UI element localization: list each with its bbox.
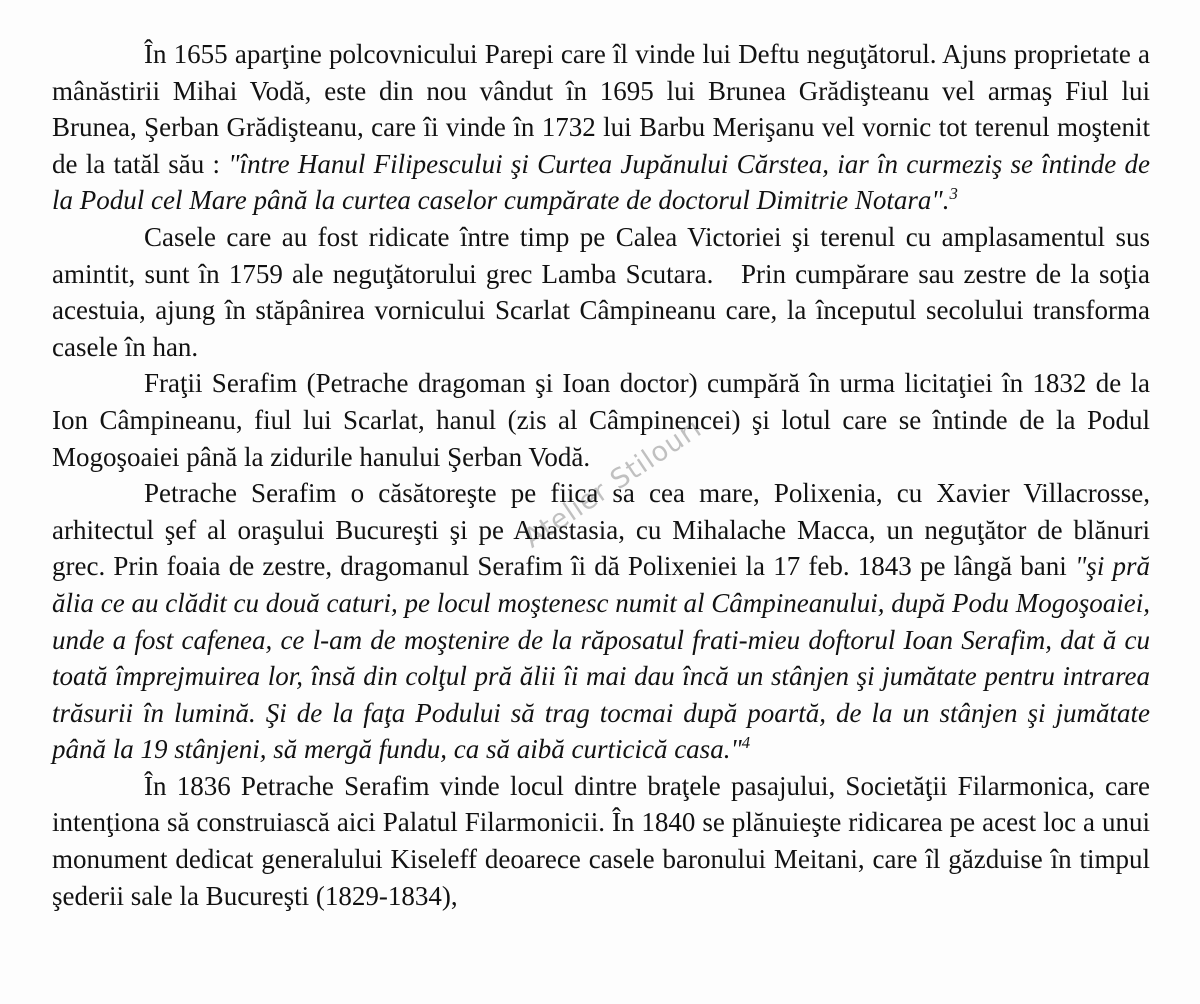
paragraph-2-text: Casele care au fost ridicate între timp pe Calea Victoriei şi terenul cu amplasamentul sus amintit, sunt în 1759 ale neguţătorului grec Lamba Scutara. Prin cumpărare sau zestre de la soţia acestuia, ajung în stăpânirea vornicului Scarlat Câmpineanu care, la începutul secolului transforma casele în han. — [52, 221, 1150, 362]
paragraph-3-text: Fraţii Serafim (Petrache dragoman şi Ioan doctor) cumpără în urma licitaţiei în 1832 de la Ion Câmpineanu, fiul lui Scarlat, hanul (zis al Câmpinencei) şi lotul care se întinde de la Podul Mogoşoaiei până la zidurile hanului Şerban Vodă. — [52, 368, 1150, 472]
paragraph-2 — [52, 219, 1150, 365]
paragraph-5 — [52, 768, 1150, 914]
paragraph-5-text: În 1836 Petrache Serafim vinde locul dintre braţele pasajului, Societăţii Filarmonica, care intenţiona să construiască aici Palatul Filarmonicii. În 1840 se plănuieşte ridicarea pe acest loc a unui monument dedicat generalului Kiseleff deoarece casele baronului Meitani, care îl găzduise în timpul şederii sale la Bucureşti (1829-1834), — [52, 770, 1150, 911]
paragraph-4-quote: "şi pră ălia ce au clădit cu două caturi, pe locul moştenesc numit al Câmpineanului, după Podu Mogoşoaiei, unde a fost cafenea, ce l-am de moştenire de la răposatul frati-mieu doftorul Ioan Serafim, dat ă cu toată împrejmuirea lor, însă din colţul pră ălii îi mai dau încă un stânjen şi jumătate pentru intrarea trăsurii în lumină. Şi de la faţa Podului să trag tocmai după poartă, de la un stânjen şi jumătate până la 19 stânjeni, să mergă fundu, ca să aibă curticică casa." — [52, 551, 1151, 765]
paragraph-1-quote: "între Hanul Filipescului şi Curtea Jupănului Cărstea, iar în curmeziş se întinde de la Podul cel Mare până la curtea caselor cumpărate de doctorul Dimitrie Notara". — [52, 148, 1151, 216]
footnote-ref-3: 3 — [949, 184, 958, 204]
text-block — [52, 36, 1150, 914]
paragraph-1 — [52, 36, 1150, 219]
paragraph-3 — [52, 365, 1150, 475]
paragraph-1-text: În 1655 aparţine polcovnicului Parepi care îl vinde lui Deftu neguţătorul. Ajuns proprietate a mânăstirii Mihai Vodă, este din nou vândut în 1695 lui Brunea Grădişteanu vel armaş Fiul lui Brunea, Şerban Grădişteanu, care îi vinde în 1732 lui Barbu Merişanu vel vornic tot terenul moştenit de la tatăl său : — [52, 39, 1150, 179]
watermark: Atelier Stilouri — [518, 412, 708, 555]
paragraph-4-text: Petrache Serafim o căsătoreşte pe fiica sa cea mare, Polixenia, cu Xavier Villacrosse, arhitectul şef al oraşului Bucureşti şi pe Anastasia, cu Mihalache Macca, un neguţător de blănuri grec. Prin foaia de zestre, dragomanul Serafim îi dă Polixeniei la 17 feb. 1843 pe lângă bani — [52, 478, 1150, 582]
paragraph-4 — [52, 475, 1150, 768]
footnote-ref-4: 4 — [741, 733, 751, 753]
